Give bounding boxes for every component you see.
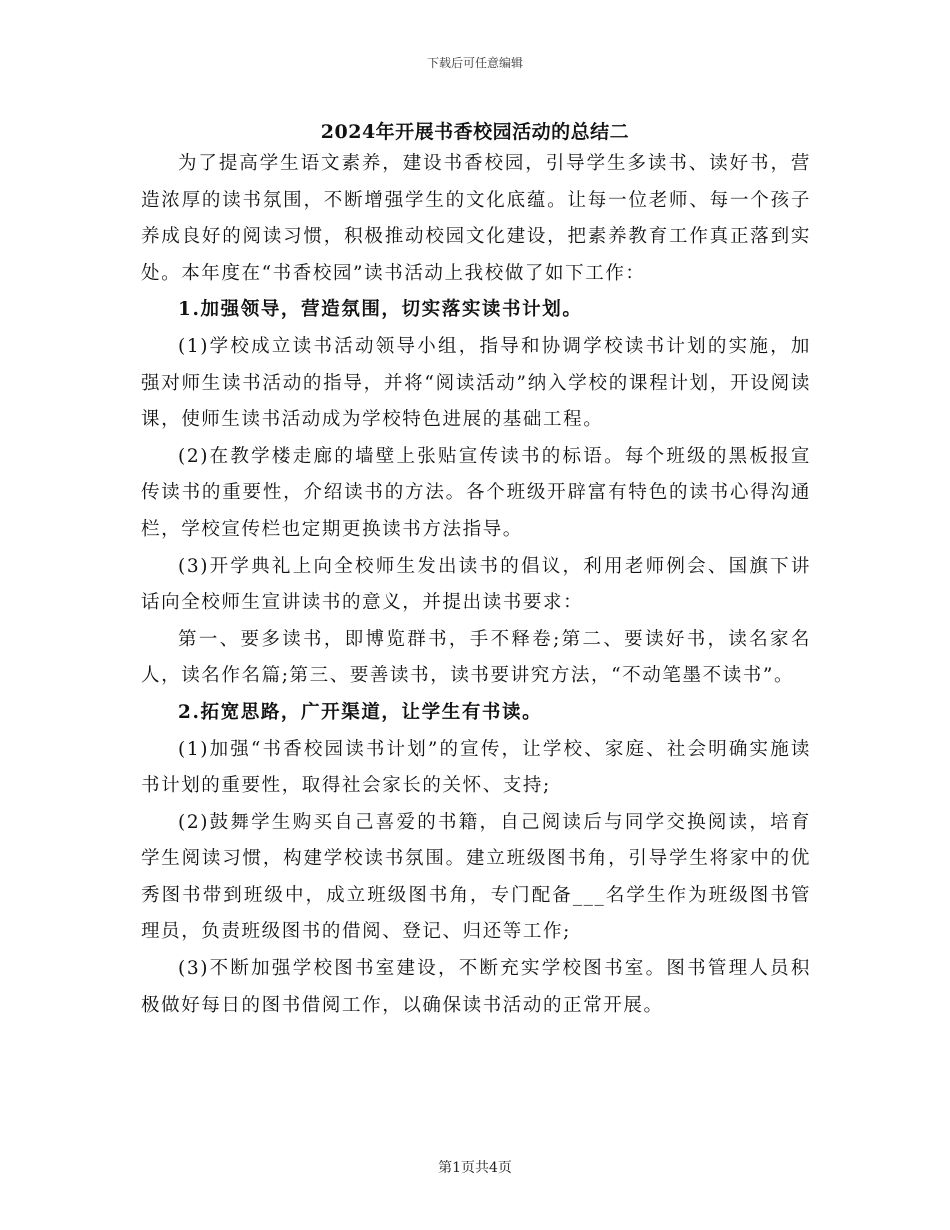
page-number: 第1页共4页 [438, 1160, 512, 1176]
intro-paragraph: 为了提高学生语文素养，建设书香校园，引导学生多读书、读好书，营造浓厚的读书氛围，不断增强学生的文化底蕴。让每一位老师、每一个孩子养成良好的阅读习惯，积极推动校园文化建设，把素养教育工作真正落到实处。本年度在“书香校园”读书活动上我校做了如下工作： [141, 153, 811, 284]
document-title: 2024年开展书香校园活动的总结二 [320, 121, 630, 143]
paragraph-requirements: 第一、要多读书，即博览群书，手不释卷;第二、要读好书，读名家名人，读名作名篇;第三、要善读书，读书要讲究方法，“不动笔墨不读书”。 [141, 628, 811, 687]
paragraph-1-2: (2)在教学楼走廊的墙壁上张贴宣传读书的标语。每个班级的黑板报宣传读书的重要性，介绍读书的方法。各个班级开辟富有特色的读书心得沟通栏，学校宣传栏也定期更换读书方法指导。 [141, 445, 811, 540]
section-heading-1: 1.加强领导，营造氛围，切实落实读书计划。 [178, 299, 583, 321]
paragraph-2-1: (1)加强“书香校园读书计划”的宣传，让学校、家庭、社会明确实施读书计划的重要性，取得社会家长的关怀、支持; [141, 738, 811, 797]
section-heading-2: 2.拓宽思路，广开渠道，让学生有书读。 [178, 701, 543, 723]
paragraph-2-3: (3)不断加强学校图书室建设，不断充实学校图书室。图书管理人员积极做好每日的图书借阅工作，以确保读书活动的正常开展。 [141, 958, 811, 1016]
paragraph-2-2: (2)鼓舞学生购买自己喜爱的书籍，自己阅读后与同学交换阅读，培育学生阅读习惯，构建学校读书氛围。建立班级图书角，引导学生将家中的优秀图书带到班级中，成立班级图书角，专门配备___名学生作为班级图书管理员，负责班级图书的借阅、登记、归还等工作; [141, 811, 811, 943]
download-note: 下载后可任意编辑 [426, 56, 523, 70]
paragraph-1-3: (3)开学典礼上向全校师生发出读书的倡议，利用老师例会、国旗下讲话向全校师生宣讲读书的意义，并提出读书要求： [141, 555, 811, 614]
paragraph-1-1: (1)学校成立读书活动领导小组，指导和协调学校读书计划的实施，加强对师生读书活动的指导，并将“阅读活动”纳入学校的课程计划，开设阅读课，使师生读书活动成为学校特色进展的基础工程。 [141, 335, 811, 431]
document-body [141, 146, 811, 1024]
